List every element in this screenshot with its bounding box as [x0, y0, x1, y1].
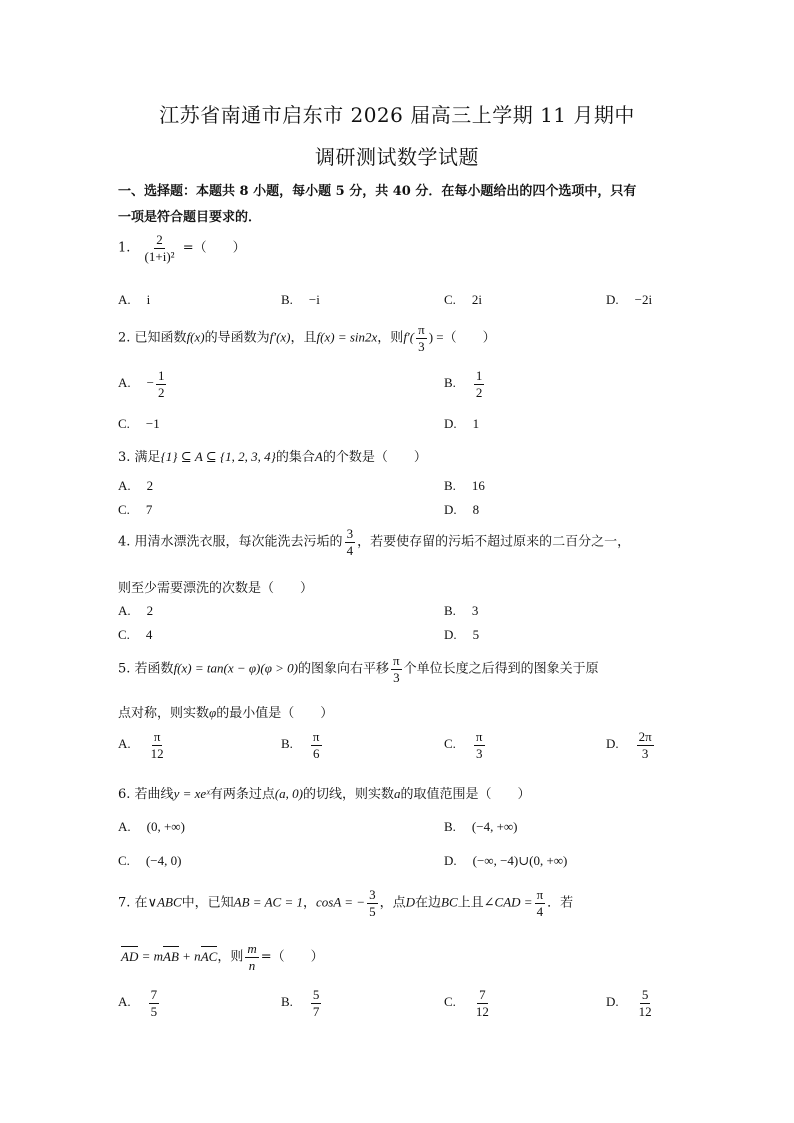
text: 的图象向右平移	[298, 661, 390, 677]
math-expr: ∨ABC	[147, 894, 182, 910]
option-letter: D.	[444, 416, 457, 431]
fraction	[391, 654, 402, 684]
option-text: 8	[472, 502, 480, 517]
fraction	[245, 942, 258, 972]
option-letter: B.	[281, 292, 293, 307]
q3-option-b	[444, 478, 485, 494]
option-letter: A.	[118, 994, 131, 1010]
vector-ad: AD	[121, 948, 139, 964]
math-expr: {1} ⊆ A ⊆ {1, 2, 3, 4}	[160, 449, 276, 464]
fraction-numerator: 3	[346, 526, 354, 541]
fraction-denominator: 4	[536, 903, 544, 919]
option-text: −2i	[634, 292, 653, 307]
q4-option-a	[118, 603, 153, 619]
option-letter: D.	[606, 736, 619, 752]
option-letter: A.	[118, 292, 131, 307]
fraction	[474, 988, 491, 1018]
option-letter: D.	[606, 994, 619, 1010]
text: 若曲线	[134, 787, 174, 802]
math-expr: AB = AC = 1	[233, 894, 303, 910]
fraction-denominator: 12	[150, 745, 164, 761]
math-expr: a	[394, 786, 401, 801]
fraction-denominator: 12	[638, 1003, 652, 1019]
option-text: i	[146, 292, 151, 307]
q5-option-d	[606, 730, 656, 760]
question-tail: ) =（ ）	[428, 329, 496, 345]
q6-option-d	[444, 853, 567, 869]
math-expr: (a, 0)	[274, 786, 304, 801]
fraction-numerator: π	[393, 653, 400, 668]
math-expr: D	[405, 894, 415, 910]
text: 点对称，则实数	[118, 706, 210, 721]
fraction-numerator: 7	[479, 987, 486, 1002]
question-number: 4.	[118, 534, 131, 550]
q5-option-b	[281, 730, 324, 760]
fraction-numerator: π	[475, 729, 483, 744]
fraction-numerator: 2π	[638, 729, 652, 744]
option-text: 2	[146, 478, 154, 493]
q6-option-c	[118, 853, 181, 869]
fraction	[474, 369, 485, 399]
section-header-line2: 一项是符合题目要求的．	[118, 210, 262, 225]
q1-option-c	[444, 292, 482, 308]
q1-option-a	[118, 292, 150, 308]
q5-option-a	[118, 730, 168, 760]
q2-option-b	[444, 369, 486, 399]
question-tail: =（ ）	[182, 240, 246, 256]
question-2	[118, 323, 496, 353]
q1-option-b	[281, 292, 320, 308]
option-text: (−4, 0)	[145, 853, 182, 868]
math-expr: + n	[178, 948, 201, 964]
option-letter: C.	[118, 416, 130, 431]
text: ，若要使存留的污垢不超过原来的二百分之一，	[357, 534, 631, 550]
fraction	[149, 730, 166, 760]
fraction-numerator: 1	[157, 368, 165, 383]
q6-option-b	[444, 819, 518, 835]
math-expr: cosA = −	[315, 894, 366, 910]
q7-option-b	[281, 988, 323, 1018]
text: 的集合	[275, 450, 315, 465]
fraction-numerator: 2	[156, 232, 163, 247]
fraction-denominator: 2	[157, 384, 165, 400]
option-letter: D.	[444, 627, 457, 642]
option-text: 7	[145, 502, 153, 517]
fraction	[535, 888, 546, 918]
q3-option-a	[118, 478, 153, 494]
fraction-numerator: π	[536, 887, 544, 902]
option-letter: B.	[444, 819, 456, 834]
option-letter: C.	[444, 994, 456, 1010]
q2-option-a	[118, 369, 168, 399]
math-expr: f′(	[403, 329, 415, 345]
fraction-numerator: 3	[369, 887, 376, 902]
text: ．若	[547, 895, 574, 911]
fraction	[637, 730, 654, 760]
q4-option-b	[444, 603, 478, 619]
text: ，则	[217, 949, 244, 965]
option-letter: D.	[444, 502, 457, 517]
text: 用清水漂洗衣服，每次能洗去污垢的	[134, 534, 343, 550]
math-expr: BC	[441, 894, 458, 910]
doc-title-line2: 调研测试数学试题	[315, 145, 479, 169]
fraction	[311, 988, 322, 1018]
question-5-line2	[118, 702, 333, 721]
option-text: 1	[472, 416, 480, 431]
fraction	[149, 988, 160, 1018]
doc-title-line1: 江苏省南通市启东市 2026 届高三上学期 11 月期中	[159, 103, 635, 127]
vector-ab: AB	[163, 948, 179, 964]
math-expr: A	[314, 449, 323, 464]
text: 的取值范围是（ ）	[400, 787, 531, 802]
question-number: 2.	[118, 330, 131, 346]
q5-option-c	[444, 730, 487, 760]
option-letter: C.	[444, 292, 456, 307]
q6-option-a	[118, 819, 185, 835]
math-expr: y = xeˣ	[173, 786, 210, 801]
q2-option-d	[444, 416, 479, 432]
math-expr: ∠CAD =	[483, 894, 533, 910]
option-letter: A.	[118, 603, 131, 618]
text: 在边	[414, 895, 441, 911]
text: ，点	[379, 895, 406, 911]
question-3	[118, 446, 427, 465]
question-number: 3.	[118, 450, 131, 465]
q3-option-c	[118, 502, 152, 518]
fraction-numerator: 7	[150, 987, 158, 1002]
text: ，且	[290, 330, 317, 346]
fraction	[416, 323, 427, 353]
text: ，则	[377, 330, 404, 346]
q7-option-d	[606, 988, 656, 1018]
fraction-denominator: 5	[150, 1003, 158, 1019]
option-letter: B.	[444, 478, 456, 493]
question-number: 7.	[118, 895, 131, 911]
fraction-numerator: π	[418, 322, 425, 337]
option-text: −i	[308, 292, 320, 307]
fraction	[311, 730, 322, 760]
question-5	[118, 654, 599, 684]
question-7	[118, 888, 573, 918]
question-number: 1.	[118, 240, 131, 256]
q7-option-c	[444, 988, 493, 1018]
q4-option-c	[118, 627, 152, 643]
text: 的导函数为	[204, 330, 270, 346]
fraction-denominator: 2	[475, 384, 483, 400]
text: 已知函数	[134, 330, 187, 346]
option-text: 3	[471, 603, 479, 618]
vector-ac: AC	[200, 948, 218, 964]
q3-option-d	[444, 502, 479, 518]
math-expr: f′(x)	[269, 329, 291, 345]
fraction-numerator: π	[153, 729, 161, 744]
option-sign: −	[146, 375, 154, 391]
option-text: 4	[145, 627, 153, 642]
section-header-line1: 一、选择题：本题共 8 小题，每小题 5 分，共 40 分．在每小题给出的四个选项中，只有	[118, 184, 637, 199]
option-letter: C.	[444, 736, 456, 752]
question-number: 6.	[118, 787, 131, 802]
fraction-numerator: 1	[475, 368, 483, 383]
fraction-numerator: π	[312, 729, 320, 744]
text: 的个数是（ ）	[322, 450, 427, 465]
fraction	[637, 988, 654, 1018]
fraction	[367, 888, 378, 918]
option-letter: B.	[281, 736, 293, 752]
option-letter: B.	[444, 375, 456, 391]
question-6	[118, 783, 531, 802]
option-letter: A.	[118, 478, 131, 493]
text: 在	[134, 895, 148, 911]
question-4	[118, 527, 630, 557]
math-expr: φ	[209, 705, 217, 720]
text: 中，已知	[181, 895, 234, 911]
option-text: (0, +∞)	[146, 819, 185, 834]
math-expr: f(x) = sin2x	[316, 329, 378, 345]
option-text: 5	[472, 627, 480, 642]
text: 的切线，则实数	[303, 787, 395, 802]
option-text: (−4, +∞)	[471, 819, 518, 834]
text: 上且	[457, 895, 484, 911]
option-letter: C.	[118, 502, 130, 517]
option-letter: D.	[444, 853, 457, 868]
fraction	[474, 730, 485, 760]
fraction-denominator: 3	[475, 745, 483, 761]
fraction-denominator: 6	[312, 745, 320, 761]
fraction-denominator: (1+i)²	[144, 248, 175, 264]
q1-option-d	[606, 292, 652, 308]
q7-option-a	[118, 988, 161, 1018]
fraction-denominator: 4	[346, 542, 354, 558]
option-letter: C.	[118, 627, 130, 642]
option-letter: B.	[281, 994, 293, 1010]
option-text: 2i	[471, 292, 483, 307]
option-letter: D.	[606, 292, 619, 307]
fraction-denominator: 3	[418, 338, 425, 354]
text: ，	[302, 895, 316, 911]
fraction-denominator: 3	[393, 669, 400, 685]
fraction-denominator: n	[248, 957, 256, 973]
fraction	[143, 233, 177, 263]
option-letter: A.	[118, 819, 131, 834]
fraction-denominator: 7	[312, 1003, 320, 1019]
text: 若函数	[134, 661, 174, 677]
fraction-denominator: 3	[641, 745, 649, 761]
math-expr: f(x)	[186, 329, 205, 345]
fraction-numerator: 5	[641, 987, 649, 1002]
option-text: −1	[145, 416, 160, 431]
question-7-line2	[121, 942, 324, 972]
question-4-line2: 则至少需要漂洗的次数是（ ）	[118, 581, 314, 596]
question-1	[118, 233, 246, 263]
option-text: 16	[471, 478, 485, 493]
option-letter: B.	[444, 603, 456, 618]
text: 满足	[134, 450, 161, 465]
question-tail: =（ ）	[260, 949, 324, 965]
text: 的最小值是（ ）	[216, 706, 334, 721]
fraction	[156, 369, 167, 399]
text: 有两条过点	[209, 787, 275, 802]
option-letter: A.	[118, 375, 131, 391]
option-text: 2	[146, 603, 154, 618]
option-letter: C.	[118, 853, 130, 868]
fraction-denominator: 5	[369, 903, 376, 919]
math-expr: f(x) = tan(x − φ)(φ > 0)	[173, 660, 299, 676]
option-text: (−∞, −4)∪(0, +∞)	[472, 853, 568, 868]
text: 个单位长度之后得到的图象关于原	[403, 661, 599, 677]
q4-option-d	[444, 627, 479, 643]
fraction-numerator: m	[247, 941, 257, 956]
fraction-numerator: 5	[312, 987, 320, 1002]
math-expr: = m	[138, 948, 164, 964]
question-number: 5.	[118, 661, 131, 677]
option-letter: A.	[118, 736, 131, 752]
q2-option-c	[118, 416, 160, 432]
fraction-denominator: 12	[475, 1003, 489, 1019]
fraction	[345, 527, 356, 557]
